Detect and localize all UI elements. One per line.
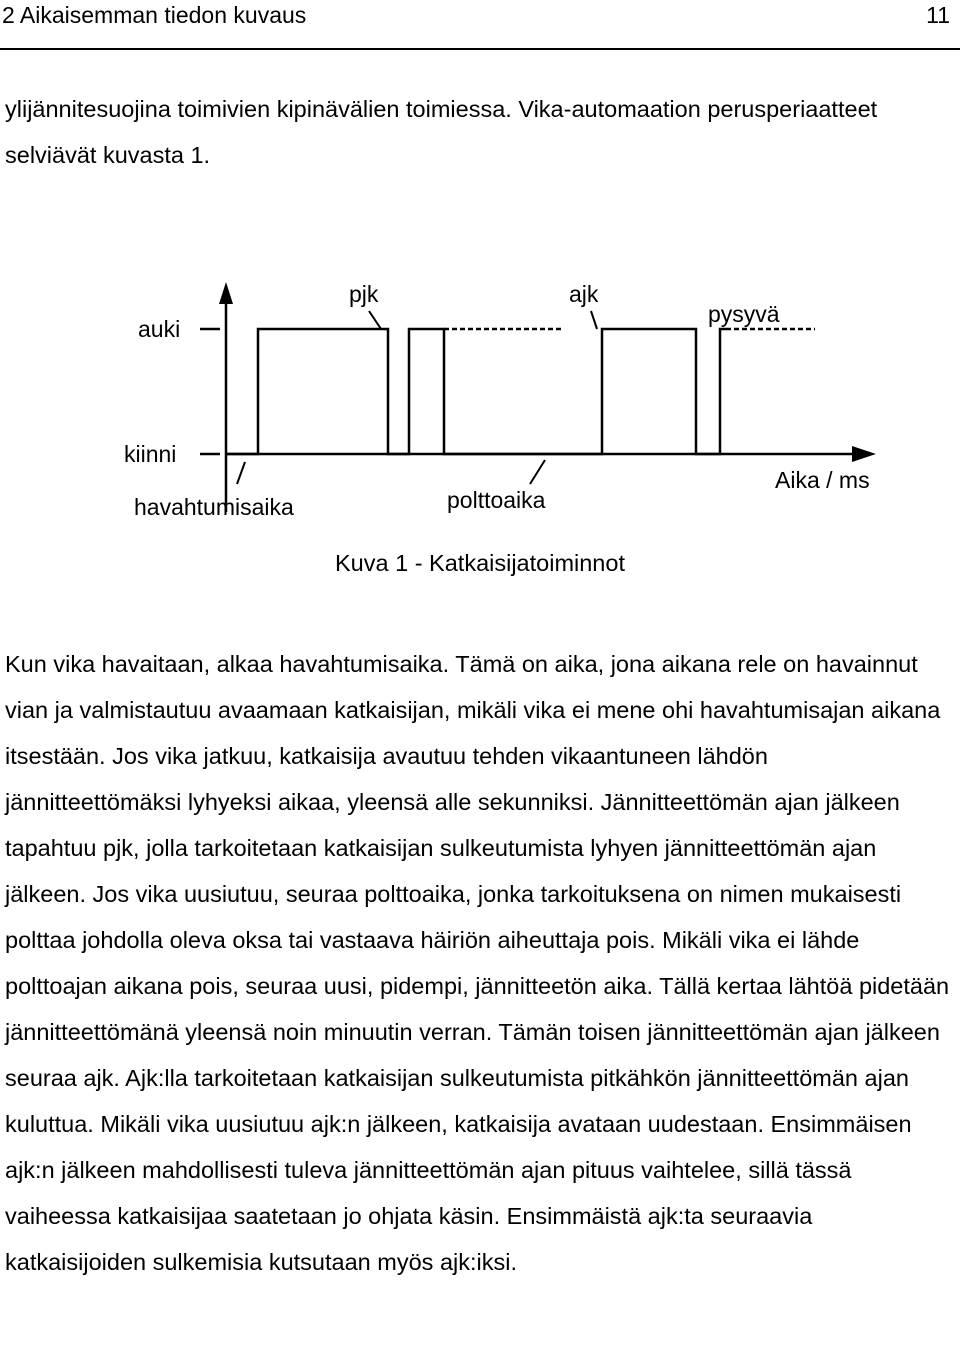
label-pysyva: pysyvä <box>708 301 780 327</box>
label-x-axis: Aika / ms <box>775 467 870 493</box>
polttoaika-pointer <box>530 460 545 484</box>
figure-caption-text: Kuva 1 - Katkaisijatoiminnot <box>335 550 625 576</box>
label-havahtumisaika: havahtumisaika <box>134 494 294 520</box>
intro-paragraph: ylijännitesuojina toimivien kipinävälien toimiessa. Vika-automaation perusperiaatteet selviävät kuvasta 1. <box>5 96 878 168</box>
breaker-state-waveform <box>226 329 726 454</box>
havahtumisaika-pointer <box>237 462 245 484</box>
label-polttoaika: polttoaika <box>447 487 546 513</box>
label-ajk: ajk <box>569 281 599 307</box>
label-auki: auki <box>138 316 181 342</box>
ajk-pointer <box>591 311 597 329</box>
body-paragraph: Kun vika havaitaan, alkaa havahtumisaika. Tämä on aika, jona aikana rele on havainnut vian ja valmistautuu avaamaan katkaisijan, mikäli vika ei mene ohi havahtumisajan aikana itsestään. Jos vika jatkuu, katkaisija avautuu tehden vikaantuneen lähdön jännitteettömäksi lyhyeksi aikaa, yleensä alle sekunniksi. Jännitteettömän ajan jälkeen tapahtuu pjk, jolla tarkoitetaan katkaisijan sulkeutumista lyhyen jännitteettömän ajan jälkeen. Jos vika uusiutuu, seuraa polttoaika, jonka tarkoituksena on nimen mukaisesti polttaa johdolla oleva oksa tai vastaava häiriön aiheuttaja pois. Mikäli vika ei lähde polttoajan aikana pois, seuraa uusi, pidempi, jännitteetön aika. Tällä kertaa lähtöä pidetään jännitteettömänä yleensä noin minuutin verran. Tämän toisen jännitteettömän ajan jälkeen seuraa ajk. Ajk:lla tarkoitetaan katkaisijan sulkeutumista pitkähkön jännitteettömän ajan kuluttua. Mikäli vika uusiutuu ajk:n jälkeen, katkaisija avataan uudestaan. Ensimmäisen ajk:n jälkeen mahdollisesti tuleva jännitteettömän ajan pituus vaihtelee, sillä tässä vaiheessa katkaisijaa saatetaan jo ohjata käsin. Ensimmäistä ajk:ta seuraavia katkaisijoiden sulkemisia kutsutaan myös ajk:iksi. <box>5 651 950 1275</box>
pjk-pointer <box>369 311 381 329</box>
x-axis-arrow <box>852 446 876 462</box>
figure-caption <box>0 548 960 578</box>
breaker-operation-diagram <box>0 260 960 540</box>
label-kiinni: kiinni <box>124 441 177 467</box>
page-number: 11 <box>926 2 950 28</box>
y-axis-arrow <box>219 282 233 304</box>
chapter-title: 2 Aikaisemman tiedon kuvaus <box>2 2 307 28</box>
page-header <box>0 0 960 50</box>
label-pjk: pjk <box>349 281 379 307</box>
